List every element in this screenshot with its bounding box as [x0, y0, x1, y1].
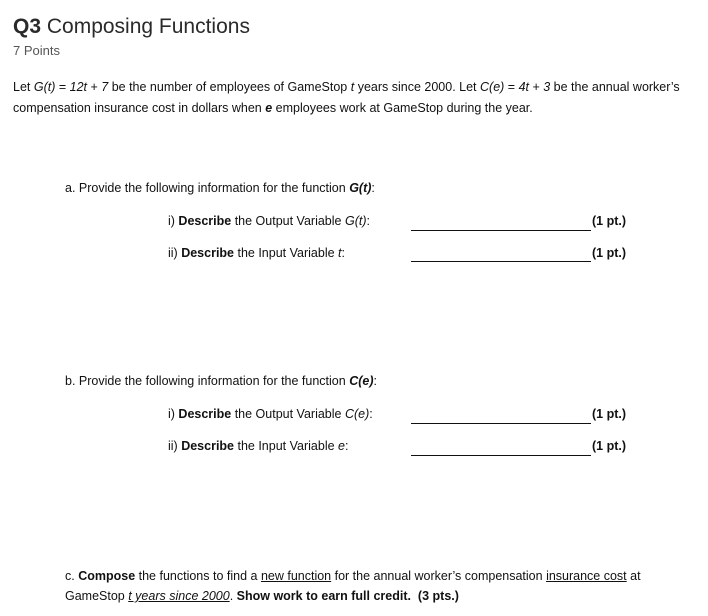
- item-number: i): [168, 214, 179, 228]
- part-b-colon: :: [373, 374, 377, 388]
- part-b-heading: [65, 374, 377, 388]
- item-describe: Describe: [181, 439, 235, 453]
- part-a-item-input: [168, 246, 345, 260]
- item-number: ii): [168, 439, 182, 453]
- part-c-label: c.: [65, 569, 79, 583]
- part-b-item-output: [168, 407, 373, 421]
- part-b-function: C(e): [349, 374, 374, 388]
- intro-text: =: [504, 80, 519, 94]
- intro-text: be the number of employees of GameStop: [108, 80, 351, 94]
- part-b-text: b. Provide the following information for the function: [65, 374, 350, 388]
- part-c-text: .: [229, 589, 237, 603]
- question-name: Composing Functions: [46, 15, 250, 38]
- intro-var-e: e: [265, 101, 273, 115]
- intro-expr-g-const: 7: [101, 80, 109, 94]
- intro-expr-c-const: 3: [543, 80, 551, 94]
- item-text: the Output Variable: [231, 407, 345, 421]
- points-a-i: (1 pt.): [592, 214, 627, 228]
- item-colon: :: [344, 439, 349, 453]
- part-c-text: the functions to find a: [135, 569, 261, 583]
- item-variable: e: [338, 439, 345, 453]
- intro-text: be the annual worker’s compensation insurance cost in dollars when: [13, 80, 680, 115]
- item-text: the Output Variable: [231, 214, 345, 228]
- item-describe: Describe: [178, 407, 232, 421]
- answer-blank-b-i[interactable]: [411, 423, 591, 424]
- part-c-paragraph: [65, 566, 685, 606]
- part-a-heading: [65, 181, 375, 195]
- part-a-text: a. Provide the following information for the function: [65, 181, 350, 195]
- item-colon: :: [341, 246, 345, 260]
- item-number: i): [168, 407, 179, 421]
- item-number: ii): [168, 246, 182, 260]
- item-describe: Describe: [178, 214, 232, 228]
- answer-blank-a-ii[interactable]: [411, 261, 591, 262]
- part-c-points: (3 pts.): [410, 589, 459, 603]
- intro-text: =: [55, 80, 70, 94]
- part-c-insurance-cost: insurance cost: [546, 569, 627, 583]
- intro-expr-c: 4t: [518, 80, 529, 94]
- item-text: the Input Variable: [234, 246, 339, 260]
- item-variable: t: [338, 246, 342, 260]
- intro-text: employees work at GameStop during the year.: [272, 101, 533, 115]
- points-a-ii: (1 pt.): [592, 246, 627, 260]
- question-points: 7 Points: [13, 43, 60, 58]
- part-c-show-work: Show work to earn full credit.: [236, 589, 411, 603]
- item-colon: :: [366, 214, 370, 228]
- part-c-text: for the annual worker’s compensation: [331, 569, 547, 583]
- intro-text: Let: [13, 80, 34, 94]
- intro-function-g: G(t): [33, 80, 56, 94]
- intro-function-c: C(e): [480, 80, 505, 94]
- item-describe: Describe: [181, 246, 235, 260]
- intro-text: +: [87, 80, 102, 94]
- part-c-compose: Compose: [78, 569, 136, 583]
- answer-blank-b-ii[interactable]: [411, 455, 591, 456]
- part-a-colon: :: [371, 181, 375, 195]
- part-c-t-years: t years since 2000: [128, 589, 230, 603]
- item-colon: :: [369, 407, 373, 421]
- question-number: Q3: [13, 15, 42, 38]
- points-b-i: (1 pt.): [592, 407, 627, 421]
- item-text: the Input Variable: [234, 439, 339, 453]
- part-c-new-function: new function: [260, 569, 332, 583]
- answer-blank-a-i[interactable]: [411, 230, 591, 231]
- part-a-function: G(t): [349, 181, 372, 195]
- intro-expr-g: 12t: [69, 80, 88, 94]
- intro-paragraph: [13, 77, 683, 119]
- points-b-ii: (1 pt.): [592, 439, 627, 453]
- part-a-item-output: [168, 214, 370, 228]
- part-c-text: at GameStop: [65, 569, 641, 603]
- intro-var-t: t: [350, 80, 355, 94]
- part-b-item-input: [168, 439, 348, 453]
- item-variable: C(e): [344, 407, 370, 421]
- item-variable: G(t): [344, 214, 367, 228]
- intro-text: years since 2000. Let: [354, 80, 480, 94]
- intro-text: +: [529, 80, 544, 94]
